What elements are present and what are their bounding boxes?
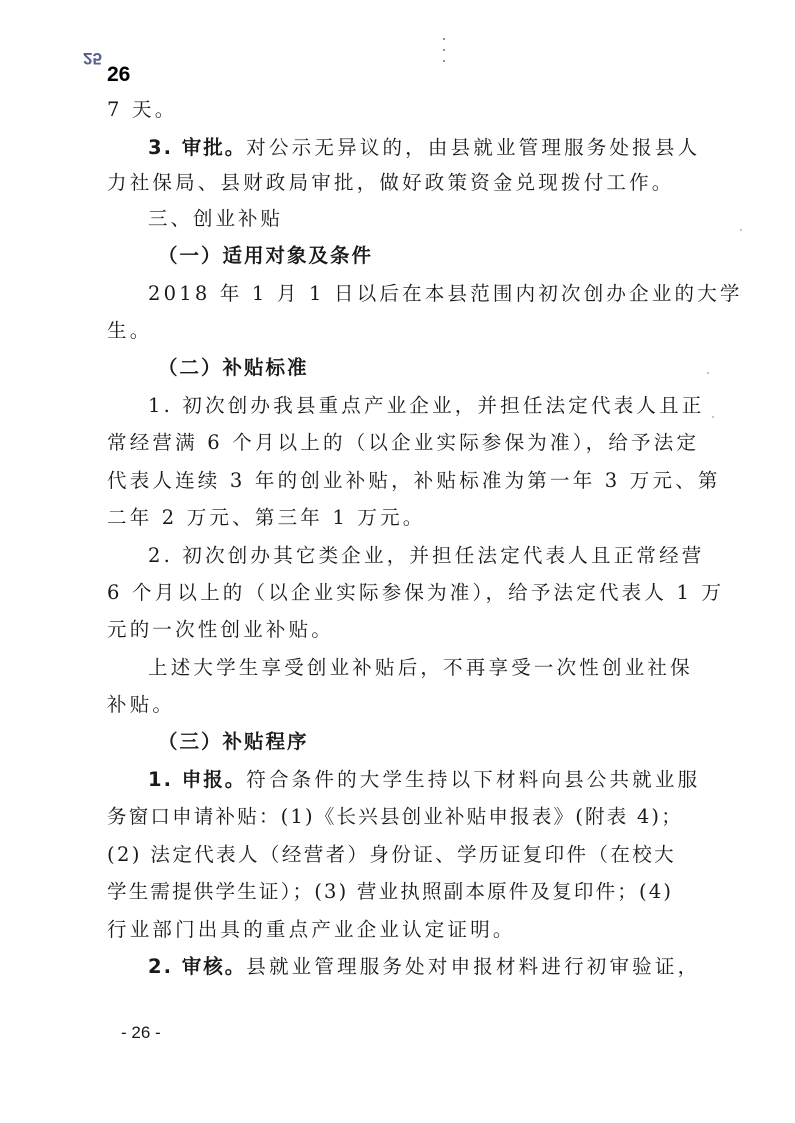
review-label: 2. 审核。 (148, 955, 247, 978)
text-line: 行业部门出具的重点产业企业认定证明。 (107, 918, 516, 941)
text-line: 务窗口申请补贴：(1)《长兴县创业补贴申报表》(附表 4)； (107, 805, 683, 828)
text-line: 补贴。 (107, 693, 176, 716)
page-number: - 26 - (121, 1023, 161, 1042)
text-line: 二年 2 万元、第三年 1 万元。 (107, 506, 426, 529)
paragraph-application (148, 768, 708, 792)
application-label: 1. 申报。 (148, 768, 247, 791)
binding-hole-marks (443, 38, 447, 71)
text-line: 6 个月以上的（以企业实际参保为准），给予法定代表人 1 万 (107, 581, 725, 604)
text-line: 元的一次性创业补贴。 (107, 618, 335, 641)
text-line: 1. 初次创办我县重点产业企业，并担任法定代表人且正 (148, 394, 705, 417)
text-run: 符合条件的大学生持以下材料向县公共就业服 (246, 768, 701, 791)
text-line: 常经营满 6 个月以上的（以企业实际参保为准），给予法定 (107, 431, 700, 454)
paragraph-review (148, 955, 708, 979)
text-line: 力社保局、县财政局审批，做好政策资金兑现拨付工作。 (107, 171, 675, 194)
text-line: 学生需提供学生证）；(3) 营业执照副本原件及复印件；(4) (107, 880, 674, 903)
text-line: 生。 (107, 319, 153, 342)
scan-speck (707, 372, 709, 374)
subsection-heading-2: （二）补贴标准 (158, 356, 309, 379)
scan-speck (712, 416, 714, 418)
scan-speck (740, 229, 742, 231)
text-run: 县就业管理服务处对申报材料进行初审验证， (246, 955, 701, 978)
text-line: 2. 初次创办其它类企业，并担任法定代表人且正常经营 (148, 544, 705, 567)
text-line: (2) 法定代表人（经营者）身份证、学历证复印件（在校大 (107, 843, 677, 866)
text-line: 上述大学生享受创业补贴后，不再享受一次性创业社保 (148, 656, 693, 679)
paragraph-approval (148, 136, 708, 160)
text-line: 7 天。 (107, 98, 178, 121)
text-line: 代表人连续 3 年的创业补贴，补贴标准为第一年 3 万元、第 (107, 469, 721, 492)
new-page-number-stamp: 26 (107, 63, 131, 86)
section-heading-3: 三、创业补贴 (148, 207, 284, 230)
text-run: 对公示无异议的，由县就业管理服务处报县人 (246, 136, 701, 159)
approval-label: 3. 审批。 (148, 136, 247, 159)
subsection-heading-1: （一）适用对象及条件 (158, 244, 374, 267)
old-page-number-stamp: 25 (83, 49, 102, 68)
text-line: 2018 年 1 月 1 日以后在本县范围内初次创办企业的大学 (148, 282, 743, 305)
subsection-heading-3: （三）补贴程序 (158, 730, 309, 753)
